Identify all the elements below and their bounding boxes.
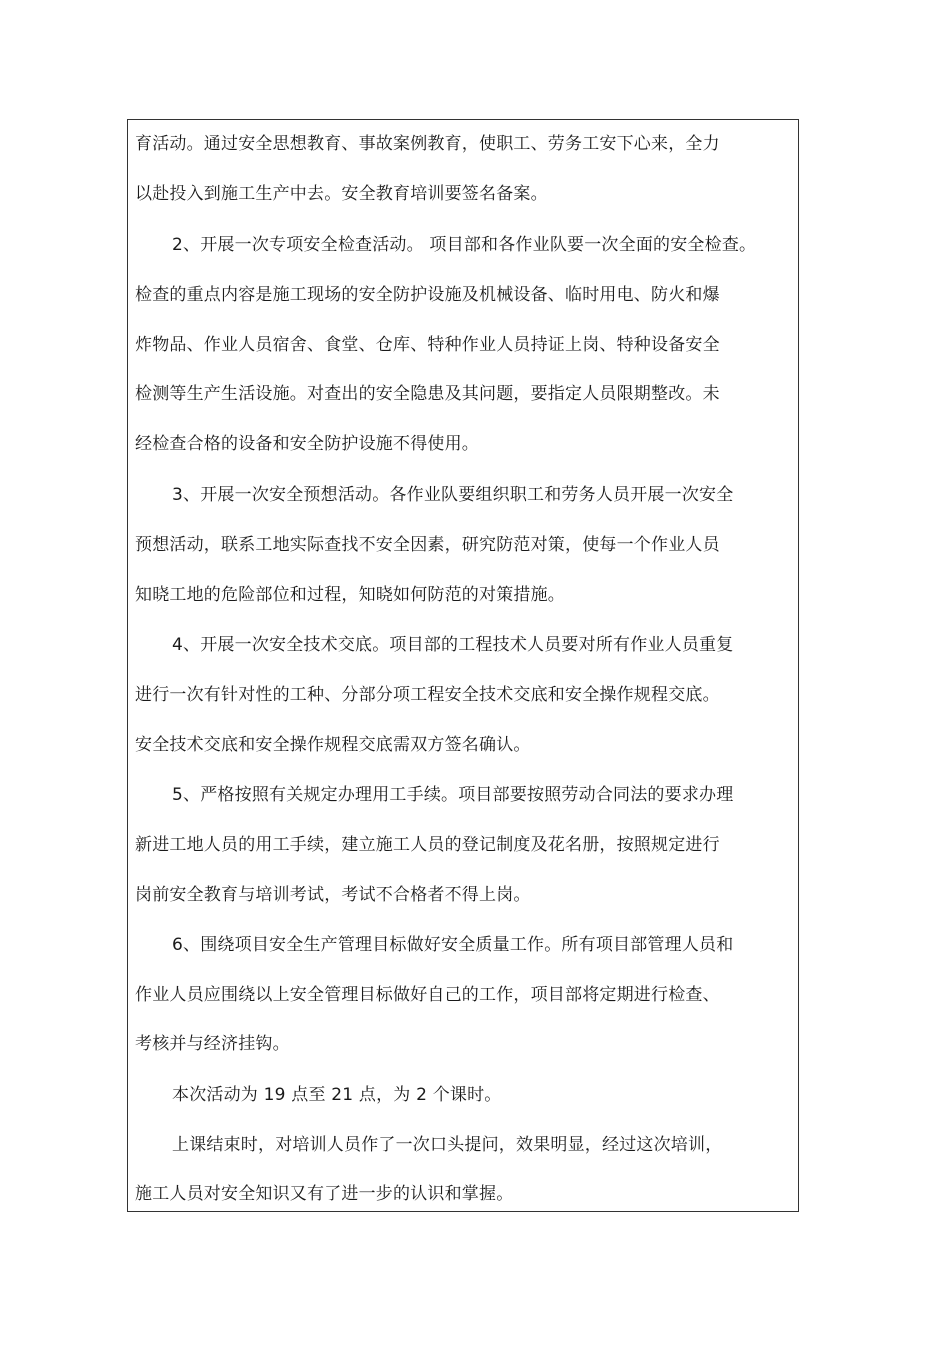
item-6-line-3: 考核并与经济挂钩。 xyxy=(135,1034,290,1054)
text-line-1: 育活动。通过安全思想教育、事故案例教育，使职工、劳务工安下心来，全力 xyxy=(135,134,720,154)
item-4-line-1: 4、开展一次安全技术交底。项目部的工程技术人员要对所有作业人员重复 xyxy=(172,635,734,655)
item-6-line-1: 6、围绕项目安全生产管理目标做好安全质量工作。所有项目部管理人员和 xyxy=(172,935,734,955)
item-2-line-4: 检测等生产生活设施。对查出的安全隐患及其问题，要指定人员限期整改。未 xyxy=(135,384,720,404)
item-2-line-3: 炸物品、作业人员宿舍、食堂、仓库、特种作业人员持证上岗、特种设备安全 xyxy=(135,335,720,355)
item-5-line-2: 新进工地人员的用工手续，建立施工人员的登记制度及花名册，按照规定进行 xyxy=(135,835,720,855)
item-2-line-5: 经检查合格的设备和安全防护设施不得使用。 xyxy=(135,434,479,454)
summary-line-2: 施工人员对安全知识又有了进一步的认识和掌握。 xyxy=(135,1184,514,1204)
item-5-line-1: 5、严格按照有关规定办理用工手续。项目部要按照劳动合同法的要求办理 xyxy=(172,785,734,805)
item-6-line-2: 作业人员应围绕以上安全管理目标做好自己的工作，项目部将定期进行检查、 xyxy=(135,985,720,1005)
item-3-line-1: 3、开展一次安全预想活动。各作业队要组织职工和劳务人员开展一次安全 xyxy=(172,485,734,505)
summary-line-1: 上课结束时，对培训人员作了一次口头提问，效果明显，经过这次培训， xyxy=(172,1135,723,1155)
item-4-line-2: 进行一次有针对性的工种、分部分项工程安全技术交底和安全操作规程交底。 xyxy=(135,685,720,705)
item-2-line-2: 检查的重点内容是施工现场的安全防护设施及机械设备、临时用电、防火和爆 xyxy=(135,285,720,305)
activity-duration-line: 本次活动为 19 点至 21 点，为 2 个课时。 xyxy=(172,1085,502,1105)
item-3-line-2: 预想活动，联系工地实际查找不安全因素，研究防范对策，使每一个作业人员 xyxy=(135,535,720,555)
item-5-line-3: 岗前安全教育与培训考试，考试不合格者不得上岗。 xyxy=(135,885,531,905)
text-line-2: 以赴投入到施工生产中去。安全教育培训要签名备案。 xyxy=(135,184,548,204)
item-4-line-3: 安全技术交底和安全操作规程交底需双方签名确认。 xyxy=(135,735,531,755)
item-3-line-3: 知晓工地的危险部位和过程，知晓如何防范的对策措施。 xyxy=(135,585,565,605)
item-2-line-1: 2、开展一次专项安全检查活动。 项目部和各作业队要一次全面的安全检查。 xyxy=(172,235,757,255)
